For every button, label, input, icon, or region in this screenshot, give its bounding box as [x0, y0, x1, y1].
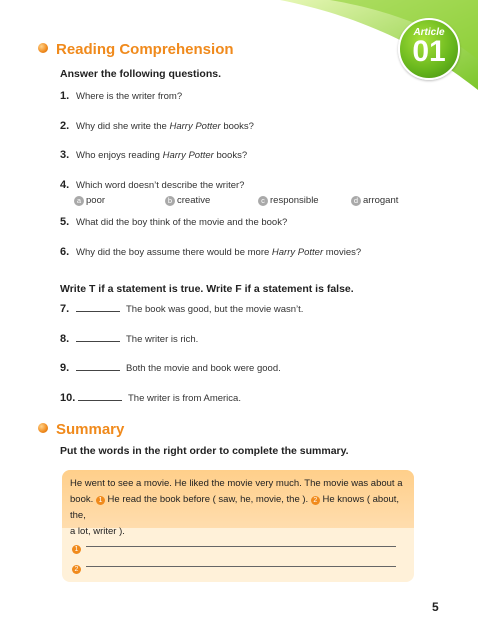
statement-number: 9.	[60, 362, 70, 374]
question-text: Why did the boy assume there would be more	[76, 247, 272, 258]
reading-comprehension-heading	[38, 41, 234, 58]
statement-number: 8.	[60, 333, 70, 345]
answer-line-2[interactable]	[72, 558, 404, 573]
statement-7	[60, 303, 303, 315]
option-letter: b	[165, 196, 175, 206]
answer-underline	[86, 566, 396, 567]
question-number: 1.	[60, 90, 70, 102]
option-text: responsible	[270, 195, 319, 206]
summary-fragment: He read the book before ( saw, he, movie, the ).	[104, 494, 309, 505]
question-number: 3.	[60, 149, 70, 161]
question-4	[60, 179, 244, 191]
option-letter: a	[74, 196, 84, 206]
question-text: books?	[220, 121, 254, 132]
statement-text: Both the movie and book were good.	[126, 363, 281, 374]
book-title: Harry Potter	[271, 247, 324, 258]
question-text: Which word doesn’t describe the writer?	[76, 180, 245, 191]
option-d	[351, 195, 398, 206]
question-number: 6.	[60, 246, 70, 258]
marker-1-icon: 1	[72, 545, 81, 554]
question-text: What did the boy think of the movie and the book?	[76, 217, 288, 228]
marker-2-icon: 2	[72, 565, 81, 574]
summary-line: a lot, writer ).	[70, 526, 125, 537]
question-2	[60, 120, 254, 132]
option-b	[165, 195, 210, 206]
section-title: Summary	[56, 421, 125, 438]
statement-10	[60, 392, 241, 404]
summary-instruction: Put the words in the right order to complete the summary.	[60, 445, 349, 457]
summary-box	[62, 470, 414, 582]
book-title: Harry Potter	[169, 121, 221, 132]
statement-text: The writer is rich.	[126, 334, 199, 345]
statement-9	[60, 362, 281, 374]
book-title: Harry Potter	[162, 150, 214, 161]
summary-line: He went to see a movie. He liked the movie very much. The movie was about a	[70, 478, 403, 489]
page-number: 5	[432, 600, 439, 614]
answer-blank[interactable]	[76, 370, 120, 371]
statement-text: The writer is from America.	[128, 393, 241, 404]
option-text: creative	[177, 195, 211, 206]
answer-line-1[interactable]	[72, 538, 404, 553]
summary-fragment: book.	[70, 494, 94, 505]
bullet-icon	[38, 43, 48, 53]
badge-number: 01	[412, 35, 446, 68]
summary-text	[70, 476, 406, 540]
summary-line	[70, 492, 406, 524]
question-5	[60, 216, 287, 228]
question-number: 4.	[60, 179, 70, 191]
answer-blank[interactable]	[78, 400, 122, 401]
option-letter: c	[258, 196, 268, 206]
answer-blank[interactable]	[76, 311, 120, 312]
question-number: 5.	[60, 216, 70, 228]
summary-fragment: He knows ( about, the,	[70, 494, 400, 521]
option-letter: d	[351, 196, 361, 206]
option-c	[258, 195, 319, 206]
question-text: Who enjoys reading	[76, 150, 163, 161]
question-text: movies?	[323, 247, 362, 258]
question-3	[60, 149, 247, 161]
bullet-icon	[38, 423, 48, 433]
question-6	[60, 246, 361, 258]
option-text: poor	[86, 195, 106, 206]
option-text: arrogant	[363, 195, 399, 206]
article-badge	[398, 18, 460, 80]
statement-8	[60, 333, 198, 345]
marker-1-icon: 1	[96, 496, 105, 505]
question-number: 2.	[60, 120, 70, 132]
statement-number: 10.	[60, 392, 76, 404]
instruction: Answer the following questions.	[60, 68, 222, 80]
answer-blank[interactable]	[76, 341, 120, 342]
summary-heading	[38, 421, 124, 438]
question-text: Why did she write the	[76, 121, 170, 132]
badge-label: Article	[413, 27, 445, 38]
question-1	[60, 90, 182, 102]
tf-instruction: Write T if a statement is true. Write F if a statement is false.	[60, 283, 354, 295]
statement-text: The book was good, but the movie wasn’t.	[126, 304, 304, 315]
statement-number: 7.	[60, 303, 70, 315]
marker-2-icon: 2	[311, 496, 320, 505]
answer-underline	[86, 546, 396, 547]
question-text: books?	[213, 150, 248, 161]
option-a	[74, 195, 105, 206]
section-title: Reading Comprehension	[56, 41, 234, 58]
question-text: Where is the writer from?	[76, 91, 183, 102]
